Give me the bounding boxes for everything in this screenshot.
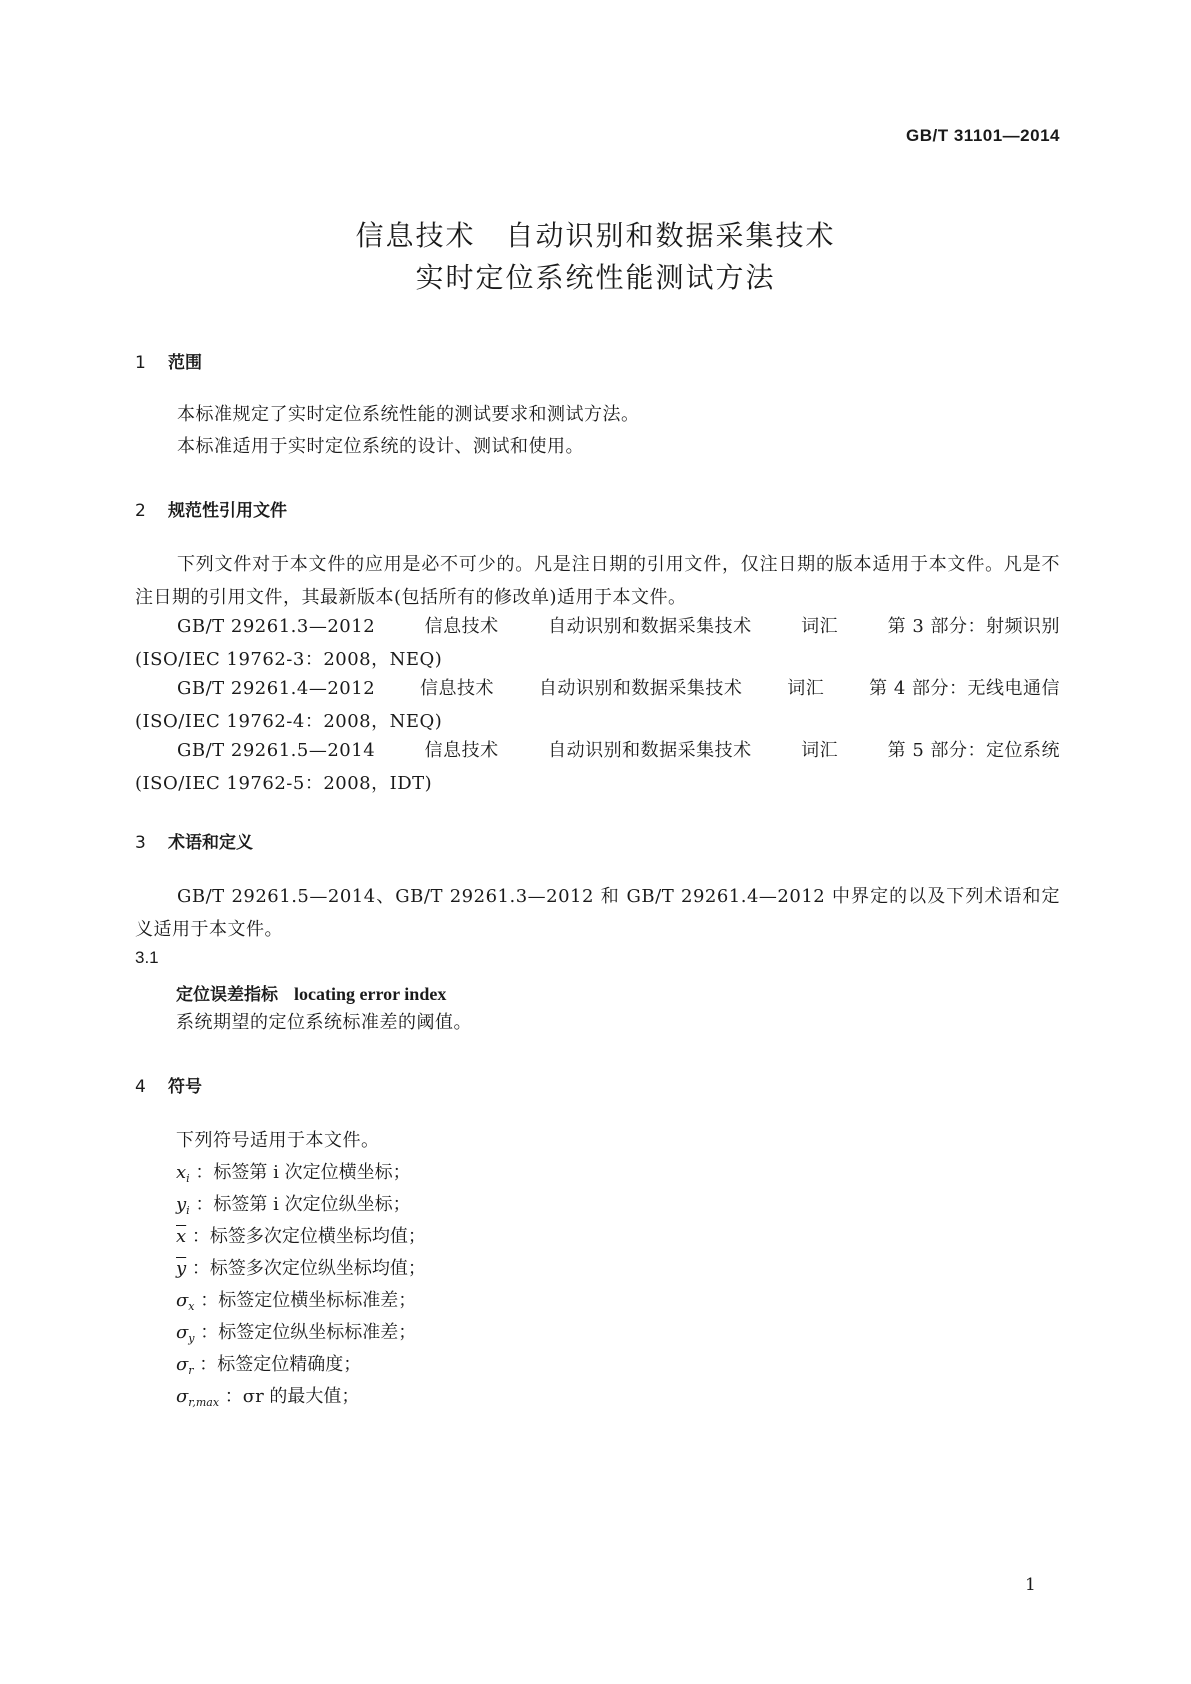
reference-iso: (ISO/IEC 19762-4：2008，NEQ) (135, 711, 443, 732)
reference-code: GB/T 29261.3—2012 (177, 616, 376, 637)
standard-number: GB/T 31101—2014 (906, 126, 1060, 145)
document-title-line2: 实时定位系统性能测试方法 (415, 261, 776, 294)
reference-code: GB/T 29261.5—2014 (177, 740, 376, 761)
symbol: $\overline{x}$ (176, 1226, 187, 1247)
section-number: 3 (135, 833, 146, 853)
symbol-subscript: i (186, 1204, 190, 1217)
symbol: σ (176, 1354, 189, 1375)
symbol-description: ：标签定位精确度； (199, 1354, 362, 1375)
paragraph: GB/T 29261.5—2014、GB/T 29261.3—2012 和 GB/T 29261.4—2012 中界定的以及下列术语和定义适用于本文件。 (135, 886, 1060, 940)
paragraph: 下列符号适用于本文件。 (176, 1130, 380, 1151)
symbol-subscript: y (188, 1332, 195, 1345)
document-title-line1 (0, 214, 1191, 254)
reference-item (135, 610, 1060, 676)
symbol: σ (176, 1386, 189, 1407)
term-name-cn: 定位误差指标 (176, 985, 278, 1005)
symbol-item (176, 1380, 359, 1419)
symbol-description: ：标签第 i 次定位纵坐标； (195, 1194, 411, 1215)
reference-title-part: 信息技术 (420, 678, 495, 699)
reference-title-part: 词汇 (787, 678, 825, 699)
section-1-heading (135, 348, 202, 373)
reference-title-part: 信息技术 (424, 740, 499, 761)
section-2-heading (135, 496, 287, 521)
section-title: 范围 (168, 353, 202, 373)
symbol: y (176, 1194, 187, 1215)
paragraph: 本标准规定了实时定位系统性能的测试要求和测试方法。 (177, 404, 640, 425)
symbol-description: ：标签定位纵坐标标准差； (200, 1322, 417, 1343)
reference-iso: (ISO/IEC 19762-3：2008，NEQ) (135, 649, 443, 670)
reference-title-part: 第 3 部分：射频识别 (887, 616, 1060, 637)
section-title: 符号 (168, 1077, 202, 1097)
symbol-description: ：σr 的最大值； (224, 1386, 360, 1407)
symbol-subscript: x (188, 1300, 195, 1313)
title-part-b: 自动识别和数据采集技术 (505, 219, 836, 252)
section-title: 术语和定义 (168, 833, 253, 853)
reference-code: GB/T 29261.4—2012 (177, 678, 376, 699)
reference-title-part: 第 5 部分：定位系统 (887, 740, 1060, 761)
symbol-subscript: r (188, 1364, 194, 1377)
section-4-heading (135, 1072, 202, 1097)
term-heading (176, 980, 446, 1005)
reference-title-part: 自动识别和数据采集技术 (548, 740, 752, 761)
title-part-a: 信息技术 (355, 219, 476, 252)
symbol: $\overline{y}$ (176, 1258, 187, 1279)
symbol: x (176, 1162, 187, 1183)
section-title: 规范性引用文件 (168, 501, 287, 521)
reference-item (135, 734, 1060, 800)
section-3-heading (135, 828, 253, 853)
paragraph: 本标准适用于实时定位系统的设计、测试和使用。 (177, 436, 584, 457)
term-name-en: locating error index (294, 984, 447, 1004)
symbol-item (176, 1252, 426, 1285)
symbol: σ (176, 1290, 189, 1311)
reference-title-part: 自动识别和数据采集技术 (548, 616, 752, 637)
symbol-subscript: i (186, 1172, 190, 1185)
paragraph: 下列文件对于本文件的应用是必不可少的。凡是注日期的引用文件，仅注日期的版本适用于本文件。凡是不注日期的引用文件，其最新版本(包括所有的修改单)适用于本文件。 (135, 554, 1060, 608)
reference-iso: (ISO/IEC 19762-5：2008，IDT) (135, 773, 433, 794)
term-number: 3.1 (135, 948, 159, 967)
section-number: 2 (135, 501, 146, 521)
section-number: 4 (135, 1077, 146, 1097)
symbol: σ (176, 1322, 189, 1343)
symbol-subscript: r,max (188, 1396, 220, 1409)
reference-title-part: 词汇 (801, 740, 839, 761)
symbol-item (176, 1220, 426, 1253)
reference-item (135, 672, 1060, 738)
symbol-description: ：标签多次定位纵坐标均值； (191, 1258, 426, 1279)
reference-title-part: 自动识别和数据采集技术 (538, 678, 743, 699)
symbol-description: ：标签定位横坐标标准差； (200, 1290, 417, 1311)
page-number: 1 (1025, 1575, 1036, 1595)
reference-title-part: 词汇 (801, 616, 839, 637)
section-number: 1 (135, 353, 146, 373)
reference-title-part: 第 4 部分：无线电通信 (869, 678, 1060, 699)
term-definition: 系统期望的定位系统标准差的阈值。 (176, 1012, 472, 1033)
reference-title-part: 信息技术 (424, 616, 499, 637)
symbol-description: ：标签第 i 次定位横坐标； (195, 1162, 411, 1183)
symbol-description: ：标签多次定位横坐标均值； (191, 1226, 426, 1247)
